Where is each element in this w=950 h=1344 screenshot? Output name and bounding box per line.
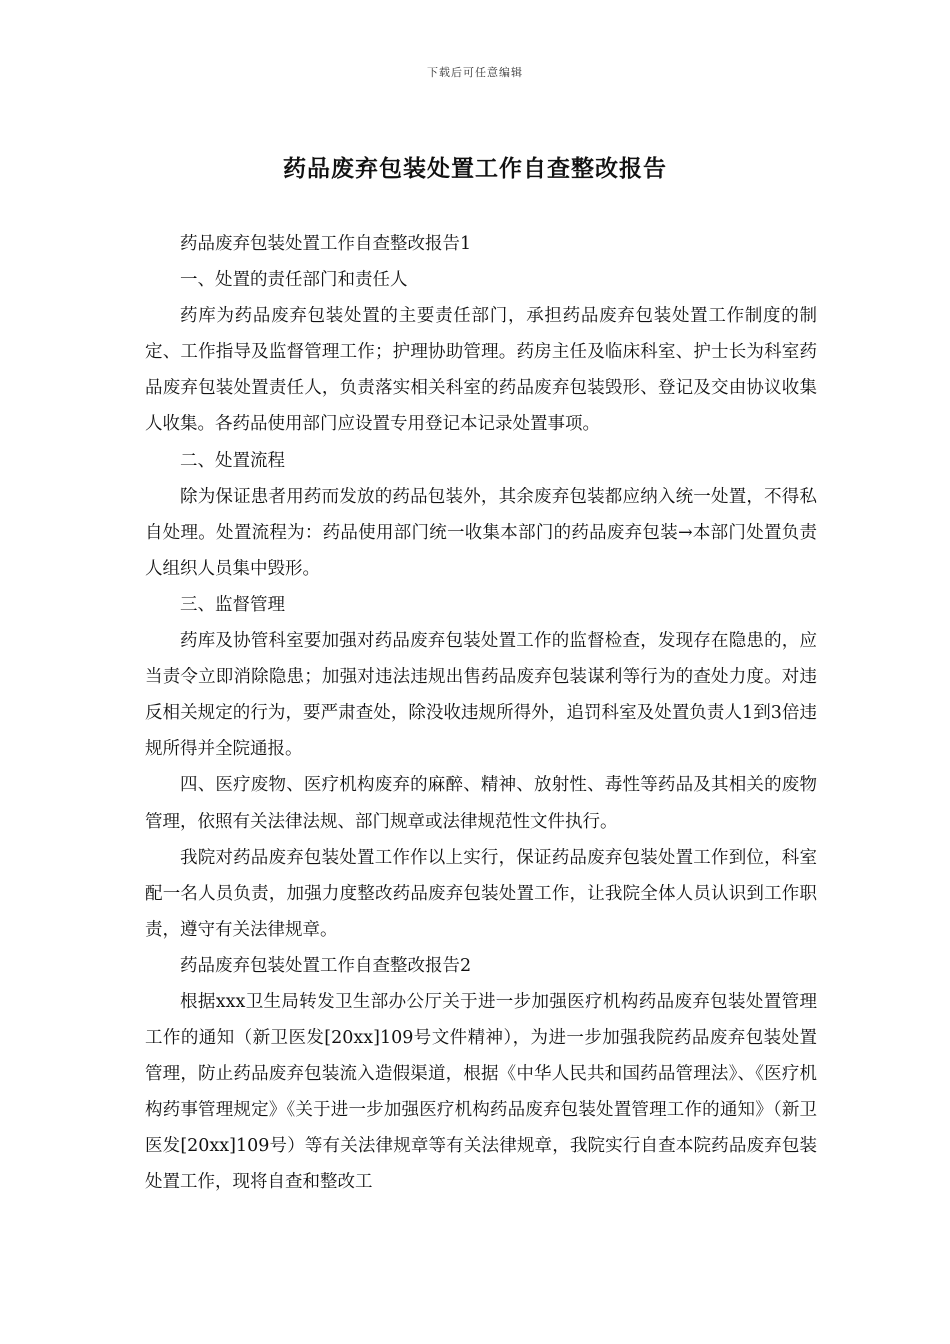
- subsection-heading: 二、处置流程: [180, 450, 285, 471]
- paragraph: 药库为药品废弃包装处置的主要责任部门，承担药品废弃包装处置工作制度的制定、工作指导及监督管理工作；护理协助管理。药房主任及临床科室、护士长为科室药品废弃包装处置责任人，负责落实相关科室的药品废弃包装毁形、登记及交由协议收集人收集。各药品使用部门应设置专用登记本记录处置事项。: [145, 306, 817, 435]
- section-heading: 药品废弃包装处置工作自查整改报告1: [180, 234, 472, 254]
- subsection-heading: 一、处置的责任部门和责任人: [180, 270, 408, 291]
- header-note: 下载后可任意编辑: [427, 66, 523, 79]
- paragraph: 药库及协管科室要加强对药品废弃包装处置工作的监督检查，发现存在隐患的，应当责令立即消除隐患；加强对违法违规出售药品废弃包装谋利等行为的查处力度。对违反相关规定的行为，要严肃查处，除没收违规所得外，追罚科室及处置负责人1到3倍违规所得并全院通报。: [145, 631, 817, 760]
- section-heading: 药品废弃包装处置工作自查整改报告2: [180, 955, 472, 976]
- paragraph: 根据xxx卫生局转发卫生部办公厅关于进一步加强医疗机构药品废弃包装处置管理工作的通知（新卫医发[20xx]109号文件精神），为进一步加强我院药品废弃包装处置管理，防止药品废弃包装流入造假渠道，根据《中华人民共和国药品管理法》、《医疗机构药事管理规定》《关于进一步加强医疗机构药品废弃包装处置管理工作的通知》（新卫医发[20xx]109号）等有关法律规章等有关法律规章，我院实行自查本院药品废弃包装处置工作，现将自查和整改工: [145, 991, 817, 1193]
- document-title: 药品废弃包装处置工作自查整改报告: [283, 155, 667, 182]
- paragraph: 我院对药品废弃包装处置工作作以上实行，保证药品废弃包装处置工作到位，科室配一名人员负责，加强力度整改药品废弃包装处置工作，让我院全体人员认识到工作职责，遵守有关法律规章。: [145, 847, 817, 940]
- paragraph: 四、医疗废物、医疗机构废弃的麻醉、精神、放射性、毒性等药品及其相关的废物管理，依照有关法律法规、部门规章或法律规范性文件执行。: [145, 775, 817, 832]
- subsection-heading: 三、监督管理: [180, 594, 285, 615]
- document-body: [145, 226, 817, 1201]
- paragraph: 除为保证患者用药而发放的药品包装外，其余废弃包装都应纳入统一处置，不得私自处理。处置流程为：药品使用部门统一收集本部门的药品废弃包装→本部门处置负责人组织人员集中毁形。: [145, 486, 817, 579]
